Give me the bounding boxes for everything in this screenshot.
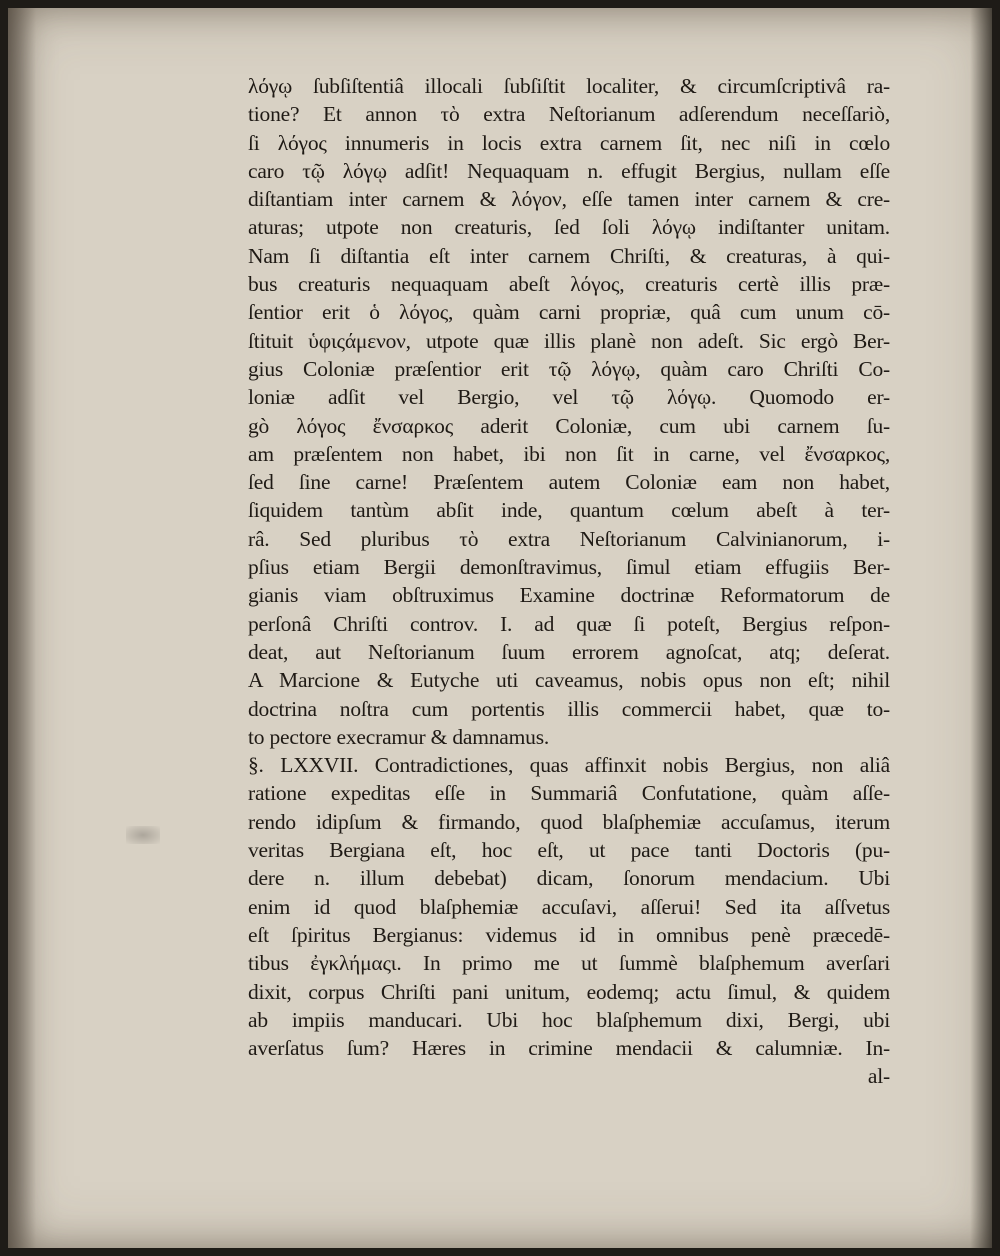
text-line: enim id quod blaſphemiæ accuſavi, aſſerui! Sed ita aſſvetus <box>248 894 890 919</box>
text-line: dere n. illum debebat) dicam, ſonorum mendacium. Ubi <box>248 866 890 891</box>
text-line: ſiquidem tantùm abſit inde, quantum cœlum abeſt à ter- <box>248 498 890 523</box>
text-line: ratione expeditas eſſe in Summariâ Confutatione, quàm aſſe- <box>248 781 890 806</box>
text-line: tione? Et annon τὸ extra Neſtorianum adſerendum neceſſariò, <box>248 102 890 127</box>
text-line: rendo idipſum & firmando, quod blaſphemiæ accuſamus, iterum <box>248 809 890 834</box>
text-line: ſtituit ὑφιςάμενον, utpote quæ illis planè non adeſt. Sic ergò Ber- <box>248 328 890 353</box>
text-line: ſi λόγος innumeris in locis extra carnem ſit, nec niſi in cœlo <box>248 130 890 155</box>
text-line: to pectore execramur & damnamus. <box>248 724 550 749</box>
page-text <box>248 72 890 1091</box>
text-line: râ. Sed pluribus τὸ extra Neſtorianum Calvinianorum, i- <box>248 526 890 551</box>
text-line: gianis viam obſtruximus Examine doctrinæ Reformatorum de <box>248 583 890 608</box>
text-line: am præſentem non habet, ibi non ſit in carne, vel ἔνσαρκος, <box>248 441 890 466</box>
text-line: ab impiis manducari. Ubi hoc blaſphemum dixi, Bergi, ubi <box>248 1007 890 1032</box>
text-line: bus creaturis nequaquam abeſt λόγος, creaturis certè illis præ- <box>248 272 890 297</box>
text-line: aturas; utpote non creaturis, ſed ſoli λόγῳ indiſtanter unitam. <box>248 215 890 240</box>
text-line: veritas Bergiana eſt, hoc eſt, ut pace tanti Doctoris (pu- <box>248 838 890 863</box>
text-line: λόγῳ ſubſiſtentiâ illocali ſubſiſtit localiter, & circumſcriptivâ ra- <box>248 74 890 98</box>
text-line: §. LXXVII. Contradictiones, quas affinxit nobis Bergius, non aliâ <box>248 753 890 778</box>
text-line: loniæ adſit vel Bergio, vel τῷ λόγῳ. Quomodo er- <box>248 385 890 410</box>
text-line: deat, aut Neſtorianum ſuum errorem agnoſcat, atq; deſerat. <box>248 639 890 664</box>
text-line: eſt ſpiritus Bergianus: videmus id in omnibus penè præcedē- <box>248 922 890 947</box>
text-line: gius Coloniæ præſentior erit τῷ λόγῳ, quàm caro Chriſti Co- <box>248 356 890 381</box>
text-line: tibus ἐγκλήμαςι. In primo me ut ſummè blaſphemum averſari <box>248 951 890 976</box>
text-line: dixit, corpus Chriſti pani unitum, eodemq; actu ſimul, & quidem <box>248 979 890 1004</box>
text-line: perſonâ Chriſti controv. I. ad quæ ſi poteſt, Bergius reſpon- <box>248 611 890 636</box>
text-line: ſed ſine carne! Præſentem autem Coloniæ eam non habet, <box>248 470 890 495</box>
text-line: pſius etiam Bergii demonſtravimus, ſimul etiam effugiis Ber- <box>248 555 890 580</box>
text-line: gò λόγος ἔνσαρκος aderit Coloniæ, cum ubi carnem ſu- <box>248 413 890 438</box>
text-line: caro τῷ λόγῳ adſit! Nequaquam n. effugit Bergius, nullam eſſe <box>248 158 890 183</box>
text-line: ſentior erit ὁ λόγος, quàm carni propriæ, quâ cum unum cō- <box>248 300 890 325</box>
text-line: Nam ſi diſtantia eſt inter carnem Chriſti, & creaturas, à qui- <box>248 243 890 268</box>
text-line: diſtantiam inter carnem & λόγον, eſſe tamen inter carnem & cre- <box>248 187 890 212</box>
ink-smudge <box>126 826 160 844</box>
text-line: A Marcione & Eutyche uti caveamus, nobis opus non eſt; nihil <box>248 668 890 693</box>
catchword: al- <box>867 1064 890 1089</box>
text-line: averſatus ſum? Hæres in crimine mendacii & calumniæ. In- <box>248 1036 890 1061</box>
text-line: doctrina noſtra cum portentis illis commercii habet, quæ to- <box>248 696 890 721</box>
